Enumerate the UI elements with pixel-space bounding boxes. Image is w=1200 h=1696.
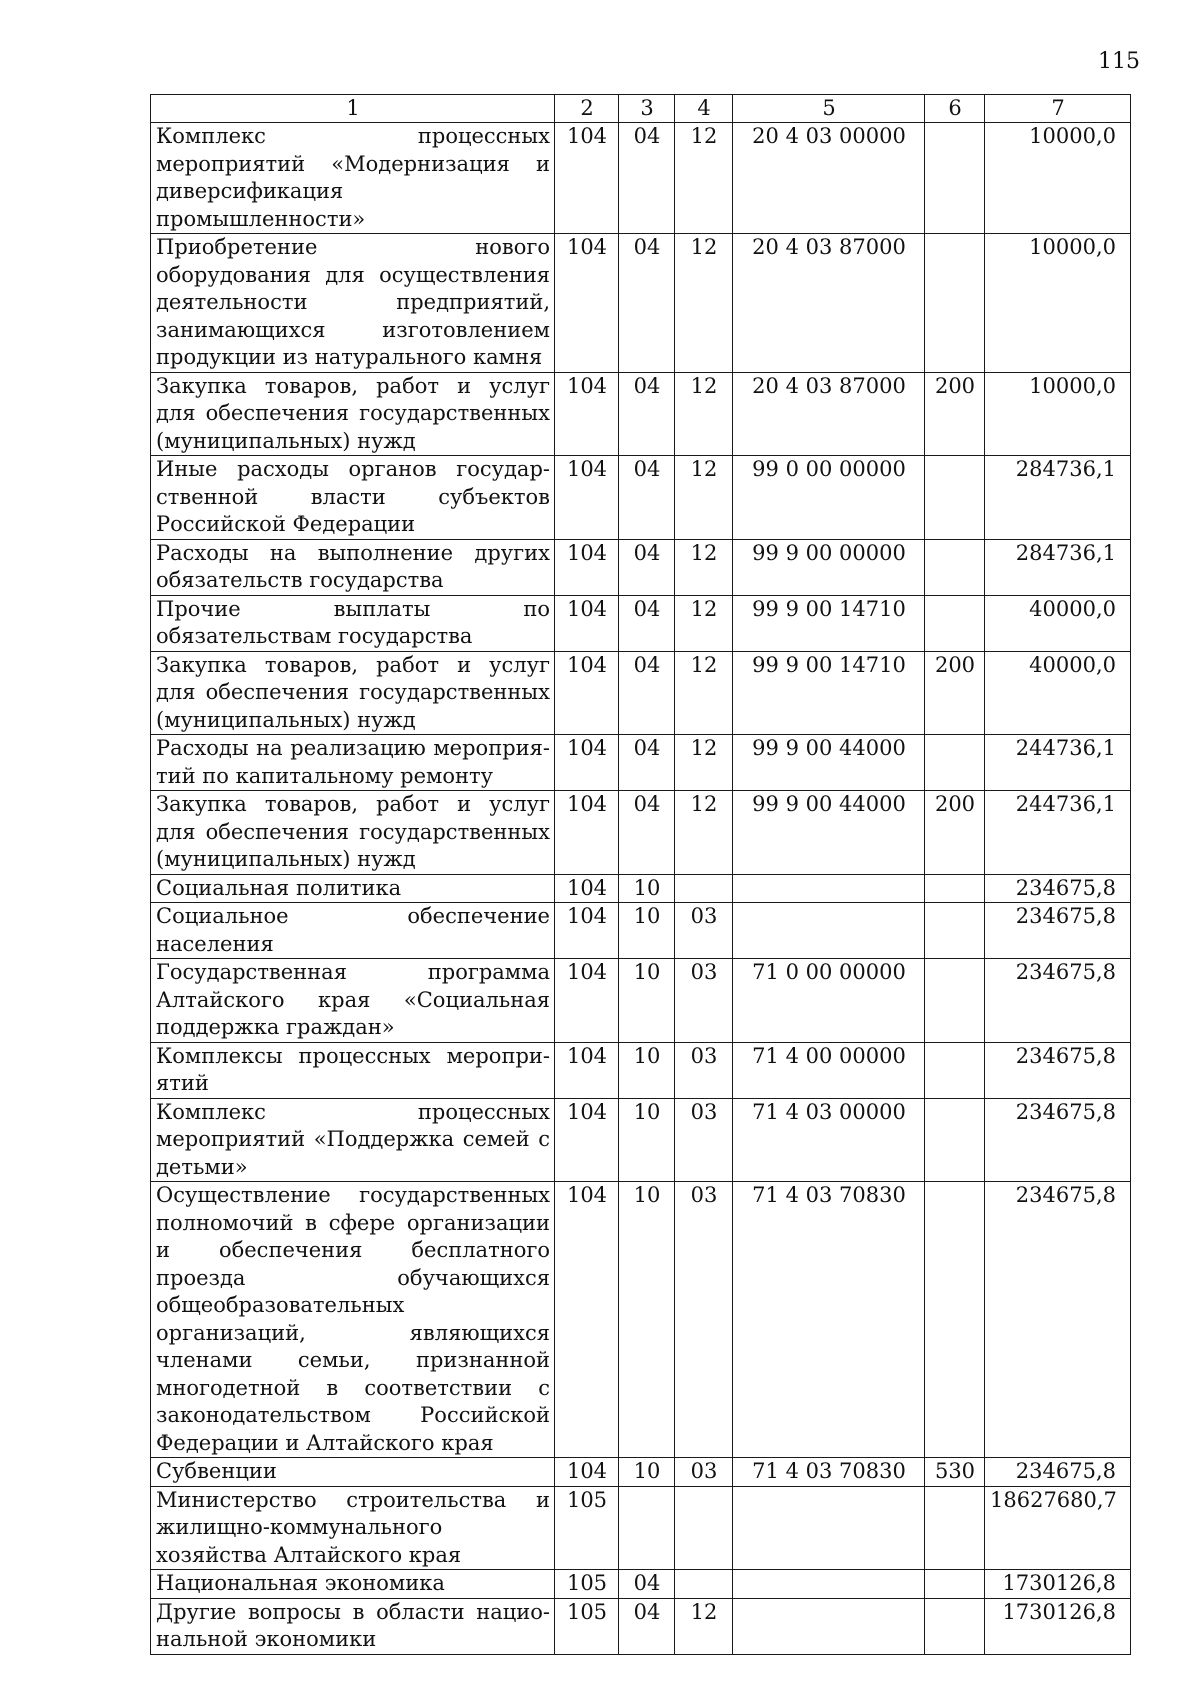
row-name-cell: Государственная программа Алтайского края «Социальная поддержка граждан» — [151, 959, 555, 1043]
section-code-cell: 10 — [619, 903, 675, 959]
target-item-code-cell: 99 9 00 44000 — [733, 735, 925, 791]
column-header: 5 — [733, 95, 925, 123]
expense-type-code-cell: 200 — [925, 651, 985, 735]
ministry-code-cell: 104 — [555, 735, 619, 791]
amount-cell: 234675,8 — [985, 1098, 1131, 1182]
target-item-code-cell: 71 4 03 00000 — [733, 1098, 925, 1182]
page-number: 115 — [1098, 49, 1140, 74]
row-name-cell: Комплекс процессных мероприятий «Поддержка семей с детьми» — [151, 1098, 555, 1182]
table-body — [151, 123, 1131, 1655]
budget-table — [150, 94, 1131, 1655]
subsection-code-cell: 03 — [675, 959, 733, 1043]
expense-type-code-cell — [925, 1486, 985, 1570]
amount-cell: 284736,1 — [985, 539, 1131, 595]
ministry-code-cell: 104 — [555, 539, 619, 595]
section-code-cell: 04 — [619, 539, 675, 595]
ministry-code-cell: 104 — [555, 959, 619, 1043]
table-row — [151, 651, 1131, 735]
table-row — [151, 123, 1131, 234]
table-row — [151, 791, 1131, 875]
table-row — [151, 1598, 1131, 1654]
target-item-code-cell — [733, 1570, 925, 1599]
row-name-cell: Закупка товаров, работ и услуг для обеспечения государственных (муниципальных) нужд — [151, 651, 555, 735]
row-name-cell: Национальная экономика — [151, 1570, 555, 1599]
row-name-cell: Комплекс процессных мероприятий «Модернизация и диверсификация промышленности» — [151, 123, 555, 234]
expense-type-code-cell: 200 — [925, 791, 985, 875]
ministry-code-cell: 104 — [555, 123, 619, 234]
ministry-code-cell: 104 — [555, 456, 619, 540]
ministry-code-cell: 104 — [555, 1182, 619, 1458]
expense-type-code-cell: 200 — [925, 372, 985, 456]
ministry-code-cell: 105 — [555, 1570, 619, 1599]
row-name-cell: Субвенции — [151, 1458, 555, 1487]
table-row — [151, 903, 1131, 959]
amount-cell: 244736,1 — [985, 735, 1131, 791]
section-code-cell — [619, 1486, 675, 1570]
column-header: 2 — [555, 95, 619, 123]
subsection-code-cell: 03 — [675, 903, 733, 959]
table-row — [151, 372, 1131, 456]
amount-cell: 284736,1 — [985, 456, 1131, 540]
amount-cell: 1730126,8 — [985, 1598, 1131, 1654]
amount-cell: 234675,8 — [985, 1042, 1131, 1098]
target-item-code-cell: 99 9 00 14710 — [733, 651, 925, 735]
section-code-cell: 10 — [619, 874, 675, 903]
subsection-code-cell: 03 — [675, 1042, 733, 1098]
amount-cell: 234675,8 — [985, 903, 1131, 959]
row-name-cell: Министерство строительства и жилищно-коммунального хозяйства Алтайского края — [151, 1486, 555, 1570]
ministry-code-cell: 104 — [555, 874, 619, 903]
expense-type-code-cell — [925, 1598, 985, 1654]
ministry-code-cell: 104 — [555, 372, 619, 456]
row-name-cell: Осуществление государственных полномочий в сфере организации и обеспечения бесплатного проезда обучающихся общеобразовательных организаций, являющихся членами семьи, признанной многодетной в соответствии с законодательством Российской Федерации и Алтайского края — [151, 1182, 555, 1458]
expense-type-code-cell — [925, 1182, 985, 1458]
subsection-code-cell: 12 — [675, 372, 733, 456]
target-item-code-cell: 20 4 03 87000 — [733, 234, 925, 373]
section-code-cell: 04 — [619, 372, 675, 456]
target-item-code-cell: 71 4 00 00000 — [733, 1042, 925, 1098]
subsection-code-cell: 12 — [675, 456, 733, 540]
section-code-cell: 04 — [619, 1570, 675, 1599]
section-code-cell: 04 — [619, 123, 675, 234]
table-row — [151, 1486, 1131, 1570]
expense-type-code-cell — [925, 735, 985, 791]
ministry-code-cell: 104 — [555, 791, 619, 875]
subsection-code-cell — [675, 1570, 733, 1599]
table-row — [151, 595, 1131, 651]
table-row — [151, 1098, 1131, 1182]
target-item-code-cell: 99 0 00 00000 — [733, 456, 925, 540]
ministry-code-cell: 104 — [555, 1458, 619, 1487]
table-row — [151, 1182, 1131, 1458]
section-code-cell: 10 — [619, 959, 675, 1043]
expense-type-code-cell — [925, 1570, 985, 1599]
target-item-code-cell — [733, 1598, 925, 1654]
subsection-code-cell: 12 — [675, 595, 733, 651]
ministry-code-cell: 104 — [555, 1042, 619, 1098]
section-code-cell: 04 — [619, 1598, 675, 1654]
header-row — [151, 95, 1131, 123]
expense-type-code-cell — [925, 595, 985, 651]
expense-type-code-cell — [925, 456, 985, 540]
expense-type-code-cell — [925, 959, 985, 1043]
row-name-cell: Закупка товаров, работ и услуг для обеспечения государственных (муниципальных) нужд — [151, 372, 555, 456]
expense-type-code-cell — [925, 903, 985, 959]
row-name-cell: Комплексы процессных мероприятий — [151, 1042, 555, 1098]
section-code-cell: 04 — [619, 791, 675, 875]
subsection-code-cell: 03 — [675, 1182, 733, 1458]
ministry-code-cell: 104 — [555, 234, 619, 373]
target-item-code-cell: 99 9 00 14710 — [733, 595, 925, 651]
ministry-code-cell: 104 — [555, 1098, 619, 1182]
amount-cell: 234675,8 — [985, 874, 1131, 903]
row-name-cell: Социальная политика — [151, 874, 555, 903]
row-name-cell: Прочие выплаты по обязательствам государства — [151, 595, 555, 651]
row-name-cell: Иные расходы органов государственной власти субъектов Российской Федерации — [151, 456, 555, 540]
expense-type-code-cell: 530 — [925, 1458, 985, 1487]
section-code-cell: 10 — [619, 1182, 675, 1458]
table-row — [151, 735, 1131, 791]
expense-type-code-cell — [925, 123, 985, 234]
subsection-code-cell: 12 — [675, 791, 733, 875]
target-item-code-cell: 71 4 03 70830 — [733, 1182, 925, 1458]
table-row — [151, 874, 1131, 903]
target-item-code-cell — [733, 1486, 925, 1570]
section-code-cell: 04 — [619, 595, 675, 651]
amount-cell: 40000,0 — [985, 595, 1131, 651]
expense-type-code-cell — [925, 1042, 985, 1098]
subsection-code-cell — [675, 874, 733, 903]
column-header: 6 — [925, 95, 985, 123]
section-code-cell: 10 — [619, 1458, 675, 1487]
target-item-code-cell — [733, 903, 925, 959]
amount-cell: 10000,0 — [985, 372, 1131, 456]
expense-type-code-cell — [925, 234, 985, 373]
table-row — [151, 456, 1131, 540]
subsection-code-cell: 03 — [675, 1098, 733, 1182]
ministry-code-cell: 104 — [555, 651, 619, 735]
ministry-code-cell: 104 — [555, 903, 619, 959]
ministry-code-cell: 105 — [555, 1598, 619, 1654]
row-name-cell: Закупка товаров, работ и услуг для обеспечения государственных (муниципальных) нужд — [151, 791, 555, 875]
row-name-cell: Приобретение нового оборудования для осуществления деятельности предприятий, занимающихся изготовлением продукции из натурального камня — [151, 234, 555, 373]
section-code-cell: 04 — [619, 456, 675, 540]
amount-cell: 234675,8 — [985, 1182, 1131, 1458]
subsection-code-cell: 12 — [675, 539, 733, 595]
amount-cell: 18627680,7 — [985, 1486, 1131, 1570]
row-name-cell: Другие вопросы в области национальной экономики — [151, 1598, 555, 1654]
table-row — [151, 1570, 1131, 1599]
target-item-code-cell — [733, 874, 925, 903]
target-item-code-cell: 20 4 03 87000 — [733, 372, 925, 456]
section-code-cell: 04 — [619, 234, 675, 373]
expense-type-code-cell — [925, 1098, 985, 1182]
ministry-code-cell: 104 — [555, 595, 619, 651]
subsection-code-cell: 12 — [675, 234, 733, 373]
column-header: 4 — [675, 95, 733, 123]
amount-cell: 10000,0 — [985, 123, 1131, 234]
subsection-code-cell — [675, 1486, 733, 1570]
row-name-cell: Расходы на реализацию мероприятий по капитальному ремонту — [151, 735, 555, 791]
subsection-code-cell: 12 — [675, 651, 733, 735]
target-item-code-cell: 71 0 00 00000 — [733, 959, 925, 1043]
amount-cell: 1730126,8 — [985, 1570, 1131, 1599]
table-row — [151, 1458, 1131, 1487]
row-name-cell: Социальное обеспечение населения — [151, 903, 555, 959]
row-name-cell: Расходы на выполнение других обязательств государства — [151, 539, 555, 595]
amount-cell: 234675,8 — [985, 959, 1131, 1043]
amount-cell: 244736,1 — [985, 791, 1131, 875]
table-header — [151, 95, 1131, 123]
table-row — [151, 1042, 1131, 1098]
amount-cell: 10000,0 — [985, 234, 1131, 373]
amount-cell: 234675,8 — [985, 1458, 1131, 1487]
subsection-code-cell: 03 — [675, 1458, 733, 1487]
table-row — [151, 959, 1131, 1043]
column-header: 7 — [985, 95, 1131, 123]
section-code-cell: 10 — [619, 1042, 675, 1098]
table-row — [151, 234, 1131, 373]
section-code-cell: 04 — [619, 651, 675, 735]
subsection-code-cell: 12 — [675, 735, 733, 791]
expense-type-code-cell — [925, 874, 985, 903]
target-item-code-cell: 99 9 00 44000 — [733, 791, 925, 875]
column-header: 1 — [151, 95, 555, 123]
ministry-code-cell: 105 — [555, 1486, 619, 1570]
target-item-code-cell: 71 4 03 70830 — [733, 1458, 925, 1487]
expense-type-code-cell — [925, 539, 985, 595]
subsection-code-cell: 12 — [675, 123, 733, 234]
subsection-code-cell: 12 — [675, 1598, 733, 1654]
section-code-cell: 04 — [619, 735, 675, 791]
table-row — [151, 539, 1131, 595]
amount-cell: 40000,0 — [985, 651, 1131, 735]
target-item-code-cell: 20 4 03 00000 — [733, 123, 925, 234]
column-header: 3 — [619, 95, 675, 123]
target-item-code-cell: 99 9 00 00000 — [733, 539, 925, 595]
section-code-cell: 10 — [619, 1098, 675, 1182]
